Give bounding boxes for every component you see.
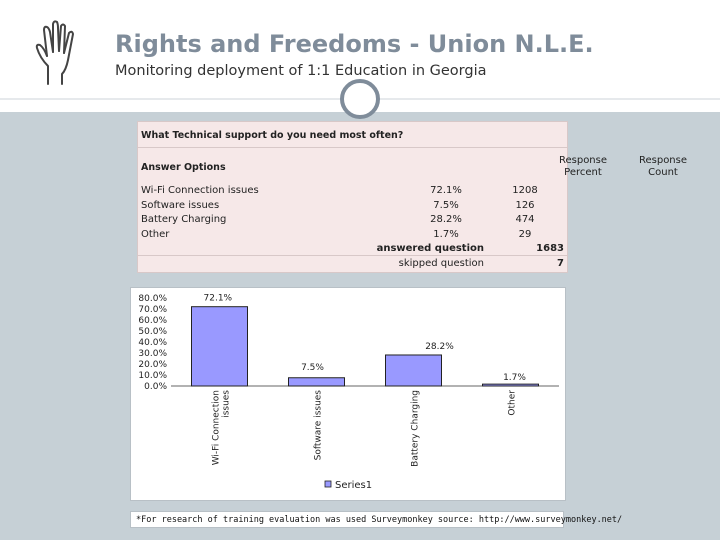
table-row [138,200,567,214]
response-percent: 72.1% [430,185,462,196]
y-tick-label: 0.0% [144,382,167,392]
bar [386,355,442,386]
answer-option: Wi-Fi Connection issues [141,185,259,196]
bar [289,378,345,386]
response-count-header-line2: Count [648,167,678,178]
response-count: 29 [518,229,532,240]
bar-chart-svg [131,288,565,500]
table-row [138,229,567,243]
answer-option: Other [141,229,170,240]
slide-title: Rights and Freedoms - Union N.L.E. [115,30,594,58]
ring-ornament [339,78,381,120]
open-hand-icon [30,18,90,90]
response-count: 474 [515,214,535,225]
legend-label: Series1 [335,480,373,491]
table-divider [138,255,567,256]
bar [483,384,539,386]
response-count-header [624,155,702,179]
response-percent: 28.2% [430,214,462,225]
data-label: 1.7% [503,373,526,384]
x-tick-label-line: Wi-Fi Connection [211,390,222,466]
x-tick-label [508,390,518,416]
response-percent: 7.5% [433,200,459,211]
data-label: 28.2% [425,341,454,352]
y-tick-label: 60.0% [138,316,167,326]
answer-options-header: Answer Options [141,162,226,173]
response-count: 126 [515,200,535,211]
footnote: *For research of training evaluation was used Surveymonkey source: http://www.surveymonkey.net/ [130,511,564,528]
x-tick-label [212,390,232,466]
legend-swatch [325,481,331,487]
response-percent: 1.7% [433,229,459,240]
response-percent-header [543,155,623,179]
response-percent-header-line1: Response [558,155,608,166]
x-tick-label [314,390,324,461]
x-tick-label [411,390,421,467]
x-tick-label-line: Battery Charging [410,390,421,467]
x-tick-label-line: issues [221,390,232,418]
data-label: 7.5% [301,362,324,373]
answer-option: Software issues [141,200,220,211]
y-tick-label: 20.0% [138,360,167,370]
bar-chart [130,287,566,501]
response-count-header-line1: Response [638,155,688,166]
answered-question-label: answered question [376,243,484,254]
table-row [138,214,567,228]
y-tick-label: 30.0% [138,349,167,359]
response-count: 1208 [512,185,538,196]
response-percent-header-line2: Percent [564,167,602,178]
y-tick-label: 10.0% [138,371,167,381]
slide-subtitle: Monitoring deployment of 1:1 Education in Georgia [115,63,487,79]
table-row [138,185,567,199]
y-tick-label: 40.0% [138,338,167,348]
answered-question-value: 1683 [536,243,564,254]
x-tick-label-line: Software issues [313,390,324,461]
skipped-question-label: skipped question [398,258,484,269]
bar [192,307,248,386]
answer-option: Battery Charging [141,214,227,225]
data-label: 72.1% [203,293,233,304]
y-tick-label: 70.0% [138,305,167,315]
y-tick-label: 50.0% [138,327,167,337]
y-tick-label: 80.0% [138,294,167,304]
x-tick-label-line: Other [507,390,518,416]
survey-table [137,121,688,273]
skipped-question-value: 7 [557,258,564,269]
survey-question: What Technical support do you need most often? [138,122,567,148]
